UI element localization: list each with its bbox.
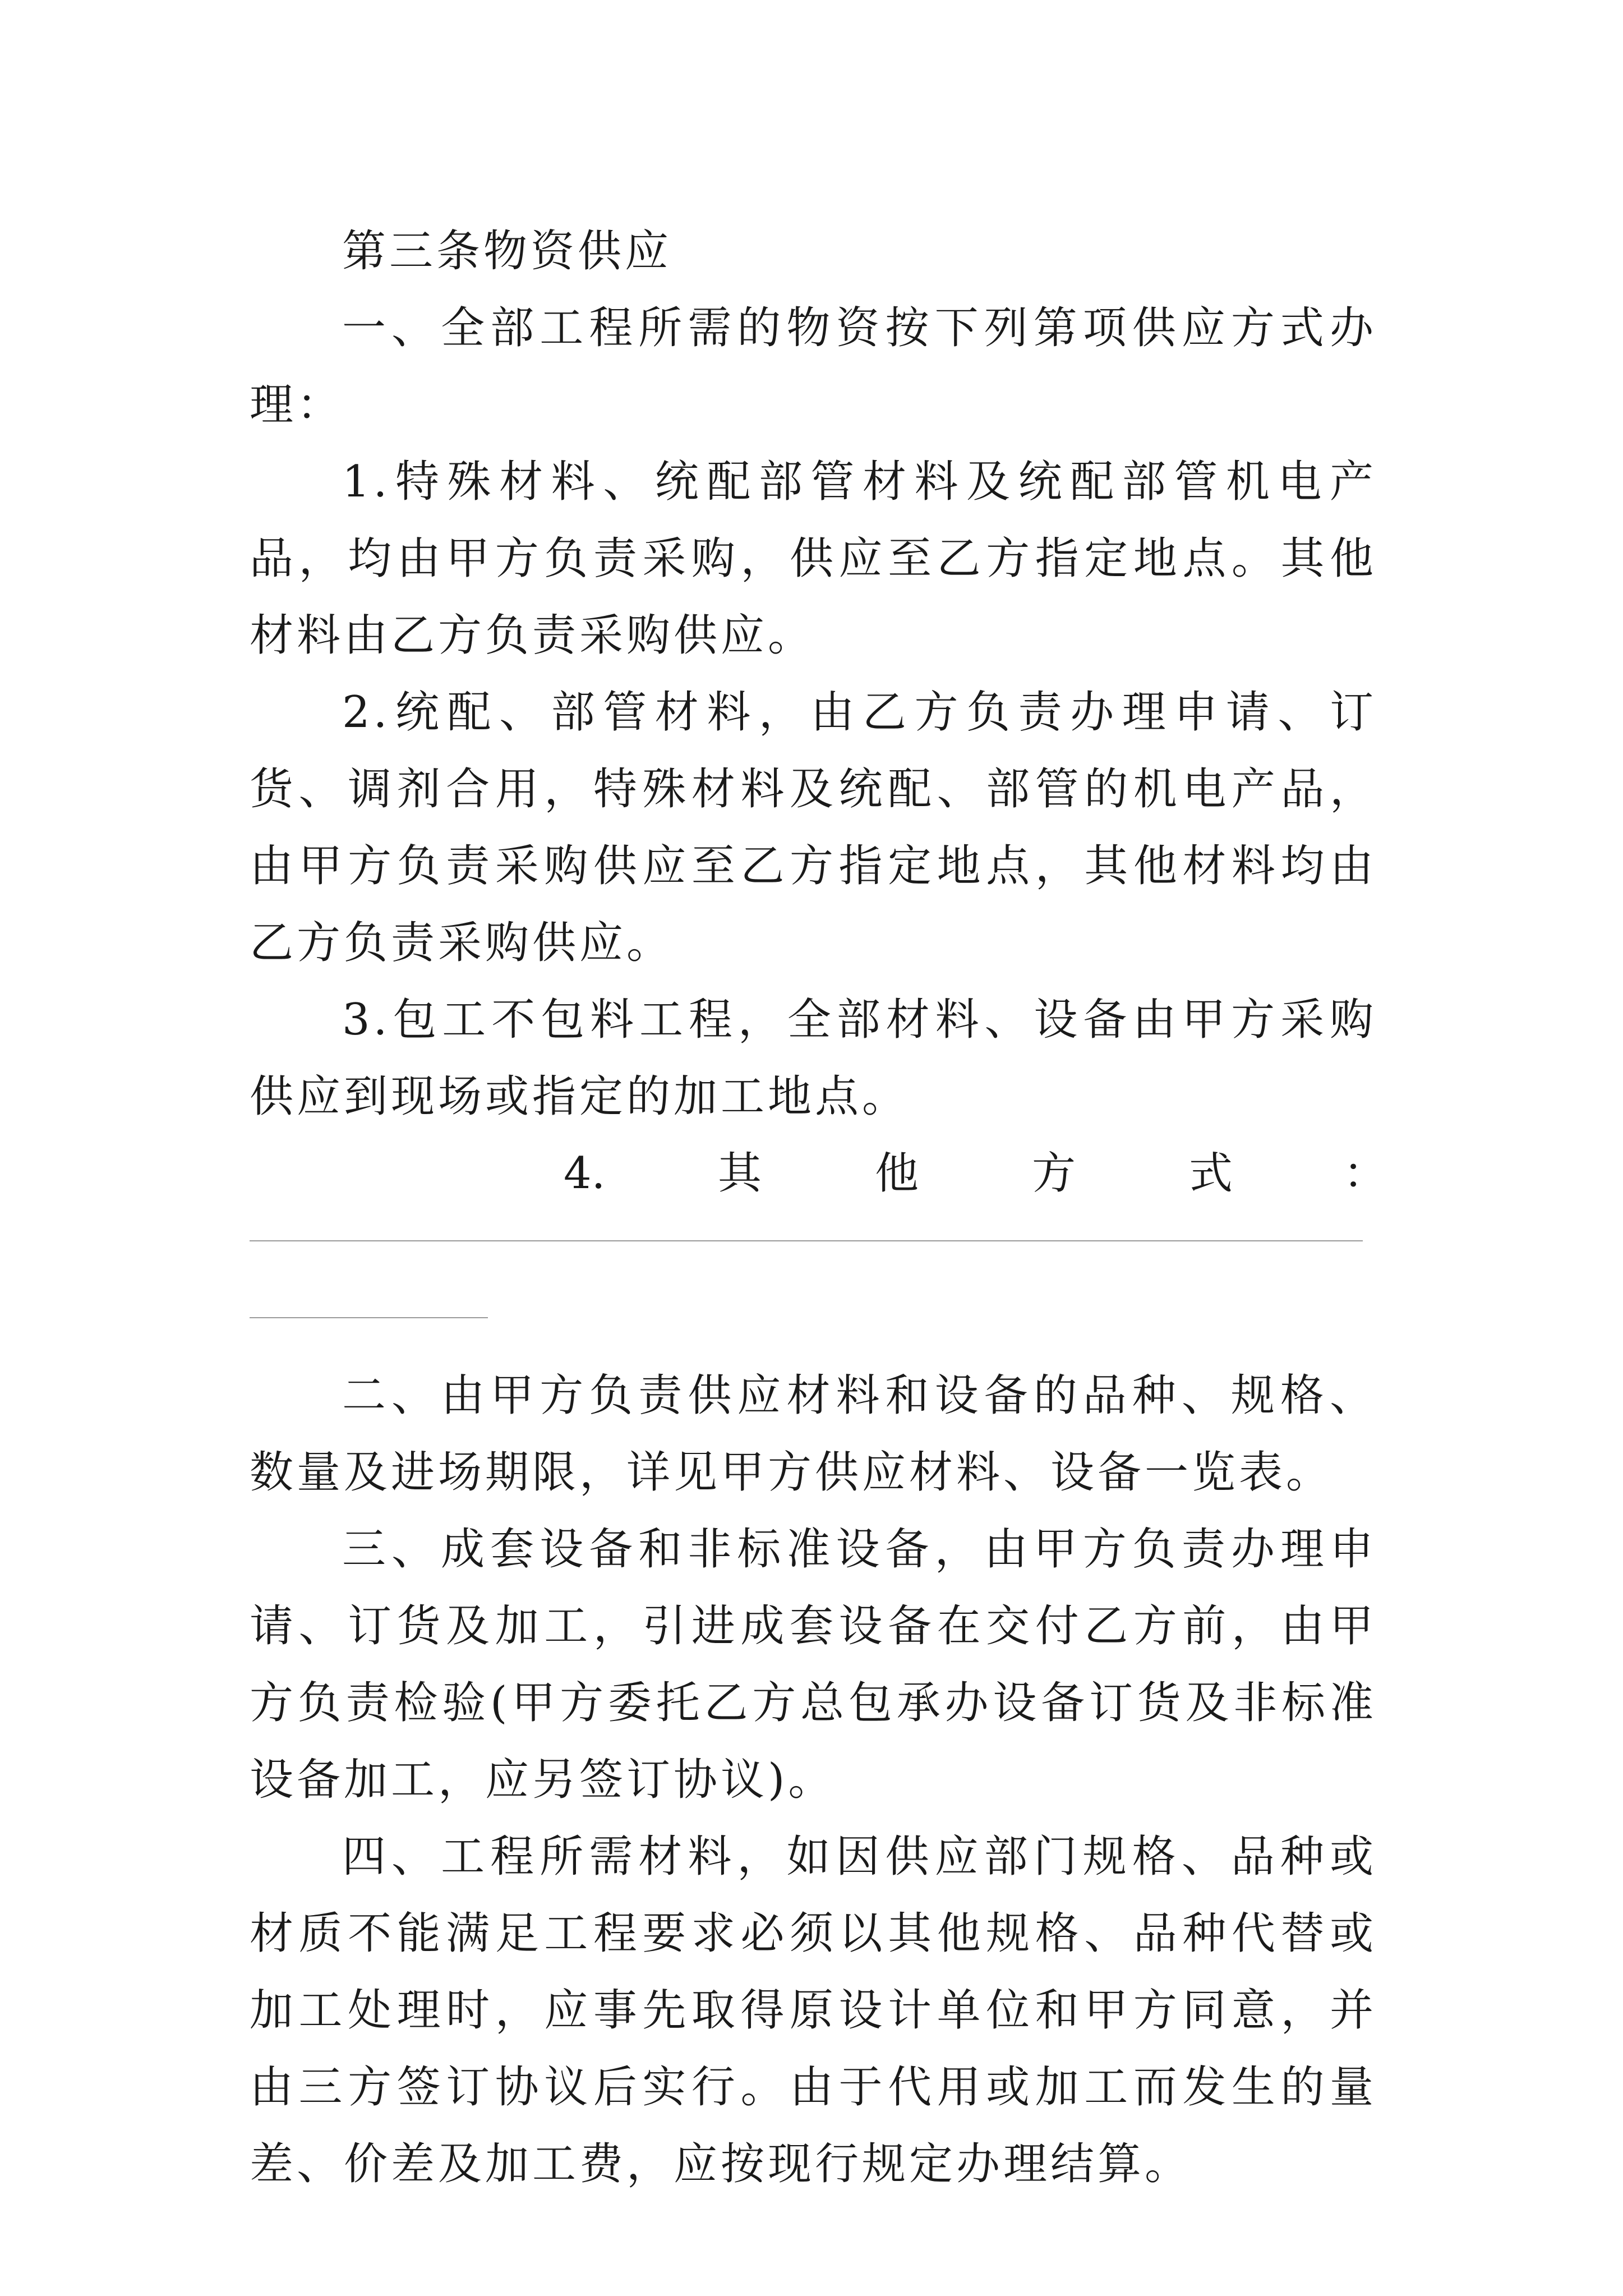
list-item-2: 2.统配、部管材料，由乙方负责办理申请、订货、调剂合用，特殊材料及统配、部管的机电产品，由甲方负责采购供应至乙方指定地点，其他材料均由乙方负责采购供应。 (250, 687, 1377, 968)
document-body (250, 213, 1387, 2203)
item-4-char-2: 他 (875, 1148, 919, 1199)
paragraph-2: 二、由甲方负责供应材料和设备的品种、规格、数量及进场期限，详见甲方供应材料、设备一览表。 (250, 1370, 1377, 1498)
list-item-1: 1.特殊材料、统配部管材料及统配部管机电产品，均由甲方负责采购，供应至乙方指定地点。其他材料由乙方负责采购供应。 (250, 457, 1377, 661)
list-item-3: 3.包工不包料工程，全部材料、设备由甲方采购供应到现场或指定的加工地点。 (250, 995, 1377, 1122)
item-4-char-3: 方 (1032, 1148, 1076, 1199)
item-4-colon: ： (1343, 1148, 1387, 1199)
paragraph-3: 三、成套设备和非标准设备，由甲方负责办理申请、订货及加工，引进成套设备在交付乙方前，由甲方负责检验(甲方委托乙方总包承办设备订货及非标准设备加工，应另签订协议)。 (250, 1524, 1377, 1805)
paragraph-1: 一、全部工程所需的物资按下列第项供应方式办理： (250, 303, 1377, 430)
paragraph-4: 四、工程所需材料，如因供应部门规格、品种或材质不能满足工程要求必须以其他规格、品种代替或加工处理时，应事先取得原设计单位和甲方同意，并由三方签订协议后实行。由于代用或加工而发生的量差、价差及加工费，应按现行规定办理结算。 (250, 1832, 1377, 2189)
item-4-char-1: 其 (718, 1148, 762, 1199)
section-heading: 第三条物资供应 (342, 226, 672, 277)
list-item-4 (250, 1135, 1387, 1212)
fill-in-line (250, 1240, 1363, 1241)
item-4-char-4: 式 (1189, 1148, 1233, 1199)
item-4-number: 4. (564, 1148, 606, 1199)
